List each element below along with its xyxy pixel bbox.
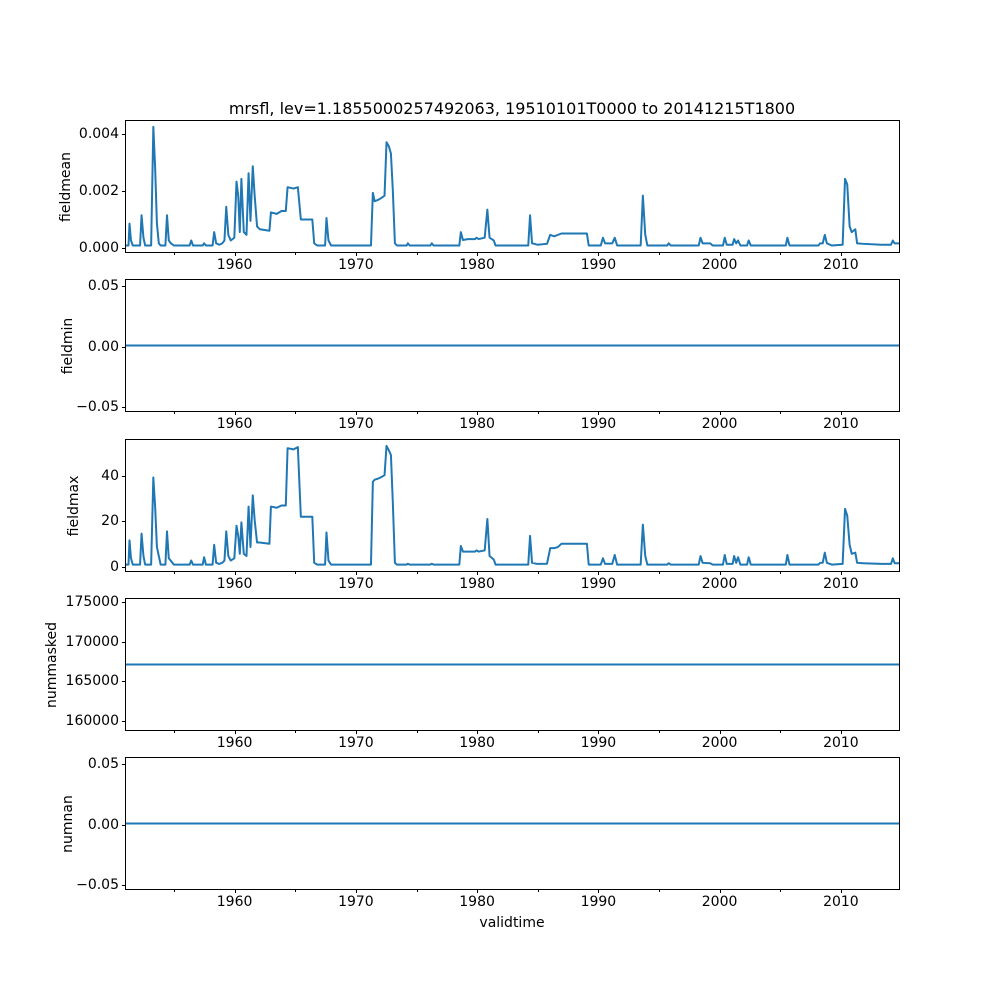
x-tick-mark	[841, 730, 842, 734]
y-tick-label: 0.000	[78, 240, 119, 256]
x-tick-mark	[235, 571, 236, 575]
fieldmax-line	[126, 446, 899, 565]
y-tick-label: 0	[110, 559, 119, 575]
x-tick-label: 1980	[459, 416, 495, 432]
y-tick-mark	[122, 191, 126, 192]
x-minor-tick-mark	[538, 411, 539, 414]
x-tick-label: 2010	[823, 576, 859, 592]
x-minor-tick-mark	[538, 571, 539, 574]
x-tick-label: 2010	[823, 894, 859, 910]
x-tick-mark	[356, 411, 357, 415]
x-tick-mark	[841, 252, 842, 256]
x-tick-mark	[356, 571, 357, 575]
nummasked-y-axis-label: nummasked	[44, 621, 60, 708]
x-tick-mark	[720, 889, 721, 893]
x-minor-tick-mark	[780, 571, 781, 574]
x-tick-label: 2010	[823, 735, 859, 751]
x-minor-tick-mark	[659, 889, 660, 892]
x-minor-tick-mark	[174, 889, 175, 892]
x-minor-tick-mark	[417, 252, 418, 255]
y-tick-label: 40	[101, 467, 119, 484]
numnan-plot-svg	[126, 758, 899, 889]
y-tick-mark	[122, 134, 126, 135]
x-tick-mark	[477, 730, 478, 734]
x-tick-mark	[235, 411, 236, 415]
figure-title: mrsfl, lev=1.1855000257492063, 19510101T0000 to 20141215T1800	[228, 99, 796, 118]
fieldmean-plot-svg	[126, 121, 899, 252]
y-tick-label: 20	[101, 513, 119, 530]
x-minor-tick-mark	[659, 730, 660, 733]
x-tick-label: 2010	[823, 257, 859, 273]
x-tick-mark	[356, 252, 357, 256]
x-tick-label: 1970	[338, 416, 374, 432]
x-tick-mark	[598, 571, 599, 575]
nummasked-plot-svg	[126, 599, 899, 730]
x-minor-tick-mark	[659, 252, 660, 255]
y-tick-mark	[122, 642, 126, 643]
x-tick-mark	[477, 889, 478, 893]
subplot-fieldmax	[66, 439, 900, 592]
x-tick-label: 1980	[459, 257, 495, 273]
x-minor-tick-mark	[174, 571, 175, 574]
x-tick-label: 2010	[823, 416, 859, 432]
y-tick-label: 160000	[65, 713, 119, 730]
subplot-fieldmin	[60, 278, 900, 432]
x-axis-label: validtime	[479, 915, 545, 931]
x-tick-label: 2000	[701, 735, 738, 751]
fieldmean-y-axis-label: fieldmean	[58, 151, 74, 222]
x-tick-label: 1960	[216, 894, 253, 910]
x-tick-label: 2000	[701, 257, 738, 273]
x-minor-tick-mark	[417, 889, 418, 892]
x-tick-label: 2000	[701, 576, 738, 592]
x-minor-tick-mark	[417, 411, 418, 414]
x-minor-tick-mark	[659, 571, 660, 574]
x-minor-tick-mark	[417, 730, 418, 733]
fieldmean-line	[126, 127, 899, 246]
x-tick-mark	[598, 411, 599, 415]
x-tick-label: 1960	[216, 735, 253, 751]
x-tick-mark	[235, 889, 236, 893]
y-tick-label: 170000	[65, 633, 119, 650]
y-tick-label: 0.05	[87, 756, 119, 772]
y-tick-label: 0.004	[78, 126, 119, 143]
x-minor-tick-mark	[780, 730, 781, 733]
x-minor-tick-mark	[417, 571, 418, 574]
x-minor-tick-mark	[538, 730, 539, 733]
subplot-nummasked	[44, 593, 900, 751]
y-tick-label: 175000	[65, 593, 119, 610]
x-tick-mark	[356, 730, 357, 734]
fieldmin-plot-svg	[126, 280, 899, 411]
x-tick-label: 1970	[338, 894, 374, 910]
x-tick-label: 1960	[216, 416, 253, 432]
x-tick-mark	[477, 411, 478, 415]
x-tick-label: 2000	[701, 894, 738, 910]
x-minor-tick-mark	[538, 252, 539, 255]
y-tick-mark	[122, 602, 126, 603]
y-tick-label: 0.00	[87, 816, 119, 833]
x-tick-mark	[477, 252, 478, 256]
numnan-y-axis-label: numnan	[60, 794, 76, 853]
x-minor-tick-mark	[174, 730, 175, 733]
y-tick-mark	[122, 248, 126, 249]
x-tick-label: 1960	[216, 257, 253, 273]
fieldmax-y-axis-label: fieldmax	[66, 475, 82, 536]
subplot-numnan	[60, 756, 900, 910]
y-tick-label: −0.05	[76, 877, 119, 893]
y-tick-label: 165000	[65, 673, 119, 690]
x-tick-mark	[720, 252, 721, 256]
fieldmin-y-axis-label: fieldmin	[60, 317, 76, 374]
x-minor-tick-mark	[780, 252, 781, 255]
y-tick-label: 0.002	[78, 183, 119, 200]
x-tick-label: 1990	[580, 416, 617, 432]
y-tick-label: 0.05	[87, 278, 119, 294]
x-minor-tick-mark	[295, 730, 296, 733]
x-tick-mark	[841, 411, 842, 415]
x-minor-tick-mark	[295, 889, 296, 892]
x-minor-tick-mark	[295, 252, 296, 255]
x-minor-tick-mark	[295, 411, 296, 414]
x-tick-label: 1980	[459, 576, 495, 592]
x-tick-mark	[841, 571, 842, 575]
x-tick-label: 1990	[580, 576, 617, 592]
x-tick-label: 2000	[701, 416, 738, 432]
x-tick-label: 1980	[459, 894, 495, 910]
x-tick-label: 1970	[338, 257, 374, 273]
x-tick-mark	[235, 730, 236, 734]
y-tick-mark	[122, 721, 126, 722]
fieldmax-plot-svg	[126, 440, 899, 571]
x-tick-mark	[598, 252, 599, 256]
y-tick-mark	[122, 764, 126, 765]
x-tick-mark	[477, 571, 478, 575]
y-tick-mark	[122, 347, 126, 348]
x-tick-label: 1970	[338, 576, 374, 592]
x-tick-mark	[720, 411, 721, 415]
x-tick-label: 1990	[580, 257, 617, 273]
x-tick-mark	[235, 252, 236, 256]
y-tick-mark	[122, 521, 126, 522]
x-minor-tick-mark	[780, 889, 781, 892]
y-tick-mark	[122, 407, 126, 408]
x-tick-mark	[720, 730, 721, 734]
x-tick-mark	[598, 730, 599, 734]
x-tick-label: 1970	[338, 735, 374, 751]
y-tick-mark	[122, 476, 126, 477]
x-minor-tick-mark	[295, 571, 296, 574]
x-minor-tick-mark	[174, 411, 175, 414]
x-minor-tick-mark	[659, 411, 660, 414]
y-tick-mark	[122, 825, 126, 826]
y-tick-mark	[122, 885, 126, 886]
y-tick-label: 0.00	[87, 338, 119, 355]
x-tick-label: 1990	[580, 735, 617, 751]
x-tick-mark	[356, 889, 357, 893]
x-tick-label: 1990	[580, 894, 617, 910]
y-tick-mark	[122, 681, 126, 682]
x-tick-label: 1980	[459, 735, 495, 751]
x-minor-tick-mark	[174, 252, 175, 255]
x-minor-tick-mark	[538, 889, 539, 892]
x-tick-mark	[598, 889, 599, 893]
subplot-fieldmean	[58, 120, 900, 273]
y-tick-label: −0.05	[76, 399, 119, 415]
y-tick-mark	[122, 567, 126, 568]
x-tick-mark	[841, 889, 842, 893]
y-tick-mark	[122, 286, 126, 287]
x-minor-tick-mark	[780, 411, 781, 414]
x-tick-mark	[720, 571, 721, 575]
x-tick-label: 1960	[216, 576, 253, 592]
